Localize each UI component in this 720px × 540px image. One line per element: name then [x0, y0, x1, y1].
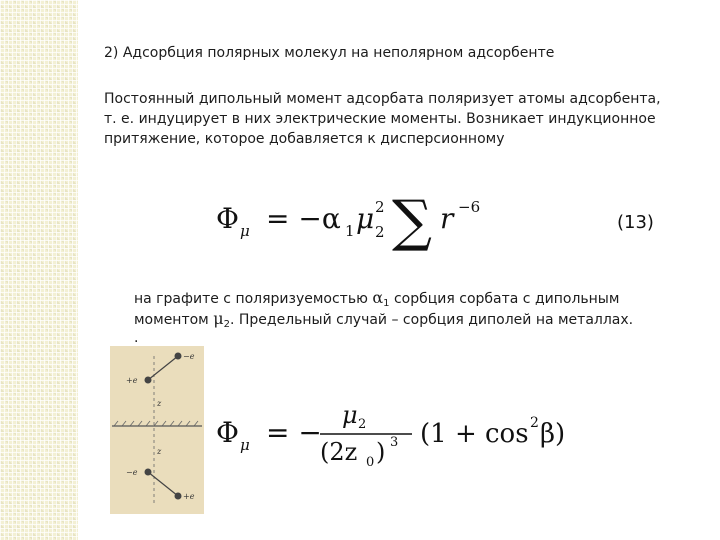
- lower-dipole-negative-end: [145, 469, 152, 476]
- formula-13: [214, 176, 504, 252]
- lower-dipole-positive-end: [175, 493, 182, 500]
- dipole-image-diagram: [110, 346, 204, 514]
- formula-1-mu: μ: [356, 202, 375, 235]
- formula-1-mu-superscript: 2: [375, 198, 385, 216]
- upper-dipole-positive-end: [145, 377, 152, 384]
- mu-symbol: μ: [213, 309, 224, 328]
- formula-2-factor-end: β): [540, 419, 566, 449]
- label-z-upper: z: [157, 399, 162, 408]
- dipole-diagram-drawing: [110, 346, 204, 514]
- formula-2-equals-minus: = −: [266, 416, 322, 449]
- label-z-lower: z: [157, 447, 162, 456]
- formula-2-phi-subscript: μ: [240, 436, 250, 454]
- formula-2-denominator: (2z: [320, 438, 358, 466]
- formula-1-alpha-subscript: 1: [345, 222, 355, 240]
- label-top-positive: +e: [126, 376, 138, 385]
- heading-text: 2) Адсорбция полярных молекул на неполярном адсорбенте: [104, 45, 555, 61]
- formula-2-denominator-superscript: 3: [390, 435, 399, 450]
- stray-dot: .: [134, 330, 139, 346]
- after-line-1-end: сорбция сорбата с дипольным: [389, 291, 620, 307]
- formula-1-sum: ∑: [392, 189, 432, 252]
- paragraph-line-2: т. е. индуцирует в них электрические моменты. Возникает индукционное: [104, 111, 656, 127]
- formula-2-phi: Φ: [216, 416, 239, 449]
- formula-2-denominator-subscript: 0: [366, 455, 375, 470]
- after-line-2-end: . Предельный случай – сорбция диполей на металлах.: [229, 312, 634, 328]
- alpha-subscript: 1: [383, 298, 390, 309]
- formula-1-equals-alpha: = −α: [266, 202, 341, 235]
- after-line-2-start: моментом: [134, 312, 214, 328]
- paragraph-line-3: притяжение, которое добавляется к дисперсионному: [104, 131, 505, 147]
- label-top-negative: −e: [183, 352, 195, 361]
- formula-1-phi-subscript: μ: [240, 222, 250, 240]
- formula-2-numerator-mu: μ: [342, 401, 358, 429]
- after-line-1-start: на графите с поляризуемостью: [134, 291, 373, 307]
- formula-2-cos-superscript: 2: [530, 415, 539, 431]
- upper-dipole-negative-end: [175, 353, 182, 360]
- label-bottom-negative: −e: [126, 468, 138, 477]
- decorative-side-pattern: [0, 0, 78, 540]
- formula-1-r: r: [440, 202, 454, 235]
- mu-subscript: 2: [223, 319, 230, 330]
- formula-2-factor: (1 + cos: [420, 419, 529, 449]
- formula-1-r-exponent: −6: [458, 198, 481, 216]
- alpha-symbol: α: [372, 288, 384, 307]
- formula-image-dipole: [214, 396, 574, 472]
- text-after-formula-line-2: [134, 309, 633, 335]
- label-bottom-positive: +e: [183, 492, 195, 501]
- equation-number: (13): [617, 212, 654, 233]
- description-paragraph: [104, 89, 704, 149]
- formula-2-numerator-subscript: 2: [358, 417, 367, 432]
- formula-2-denominator-close: ): [376, 438, 386, 466]
- paragraph-line-1: Постоянный дипольный момент адсорбата поляризует атомы адсорбента,: [104, 91, 661, 107]
- formula-1-mu-subscript: 2: [375, 223, 385, 241]
- formula-1-phi: Φ: [216, 202, 239, 235]
